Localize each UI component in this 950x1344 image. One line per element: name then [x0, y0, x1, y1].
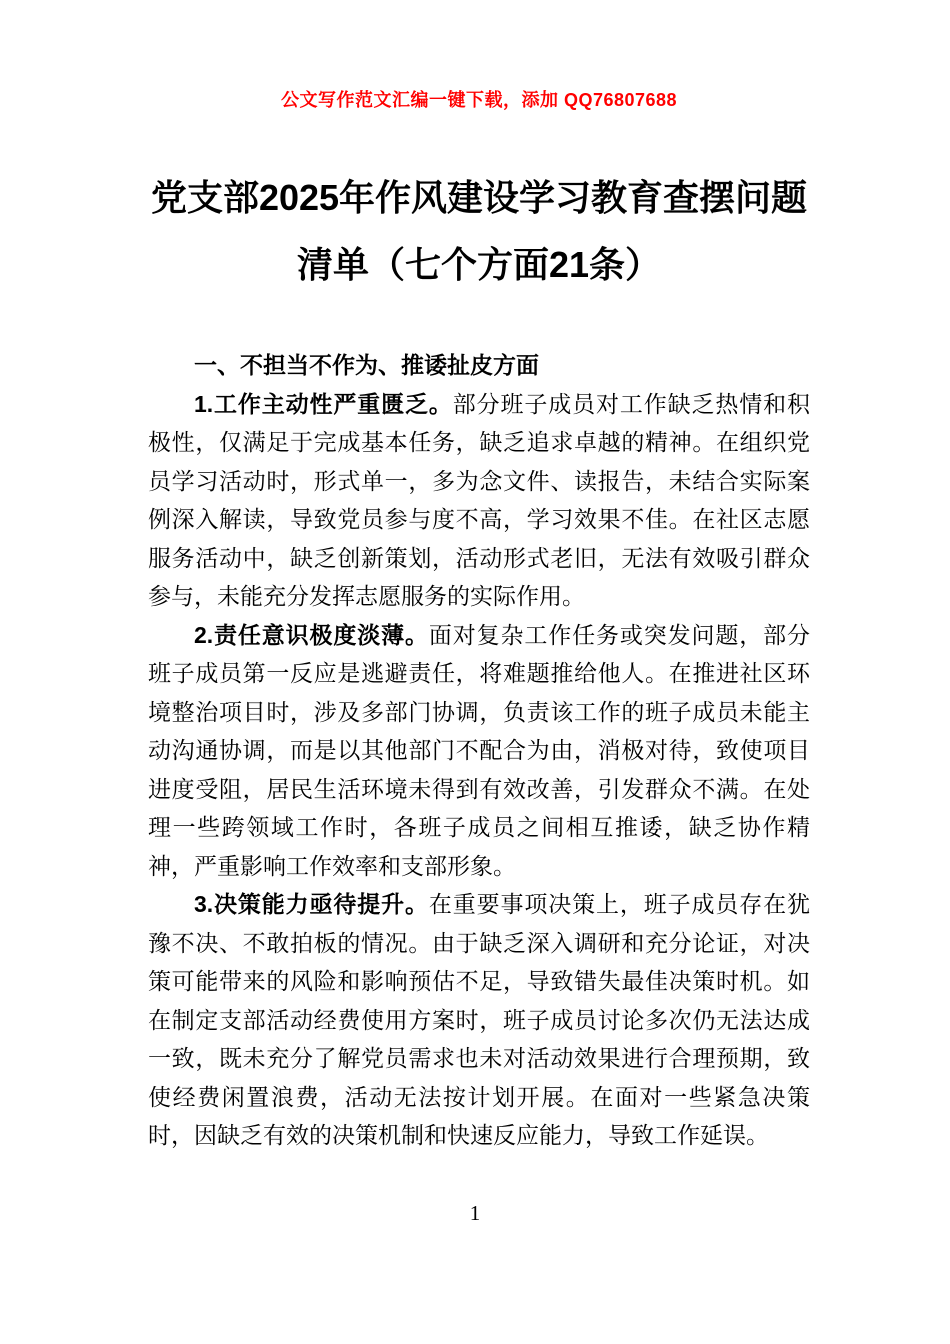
paragraph-3-lead: 3.决策能力亟待提升。 — [194, 891, 429, 917]
page-number: 1 — [469, 1201, 481, 1225]
document-title-line-1: 党支部2025年作风建设学习教育查摆问题 — [150, 177, 808, 218]
section-heading: 一、不担当不作为、推诿扯皮方面 — [194, 352, 539, 378]
paragraph-1-body: 部分班子成员对工作缺乏热情和积极性，仅满足于完成基本任务，缺乏追求卓越的精神。在组织党员学习活动时，形式单一，多为念文件、读报告，未结合实际案例深入解读，导致党员参与度不高，学习效果不佳。在社区志愿服务活动中，缺乏创新策划，活动形式老旧，无法有效吸引群众参与，未能充分发挥志愿服务的实际作用。 — [148, 390, 810, 609]
paragraph-2-lead: 2.责任意识极度淡薄。 — [194, 621, 429, 648]
paragraph-3 — [148, 885, 810, 1155]
header-notice: 公文写作范文汇编一键下载，添加 QQ76807688 — [280, 90, 678, 110]
paragraph-2 — [148, 616, 810, 886]
paragraph-2-body: 面对复杂工作任务或突发问题，部分班子成员第一反应是逃避责任，将难题推给他人。在推进社区环境整治项目时，涉及多部门协调，负责该工作的班子成员未能主动沟通协调，而是以其他部门不配合为由，消极对待，致使项目进度受阻，居民生活环境未得到有效改善，引发群众不满。在处理一些跨领域工作时，各班子成员之间相互推诿，缺乏协作精神，严重影响工作效率和支部形象。 — [148, 621, 811, 879]
paragraph-1 — [148, 385, 810, 616]
document-title — [148, 164, 810, 298]
paragraph-3-body: 在重要事项决策上，班子成员存在犹豫不决、不敢拍板的情况。由于缺乏深入调研和充分论证，对决策可能带来的风险和影响预估不足，导致错失最佳决策时机。如在制定支部活动经费使用方案时，班子成员讨论多次仍无法达成一致，既未充分了解党员需求也未对活动效果进行合理预期，致使经费闲置浪费，活动无法按计划开展。在面对一些紧急决策时，因缺乏有效的决策机制和快速反应能力，导致工作延误。 — [148, 891, 811, 1148]
document-title-line-2: 清单（七个方面21条） — [296, 244, 662, 285]
paragraph-1-lead: 1.工作主动性严重匮乏。 — [194, 390, 453, 417]
document-body — [148, 346, 810, 1155]
